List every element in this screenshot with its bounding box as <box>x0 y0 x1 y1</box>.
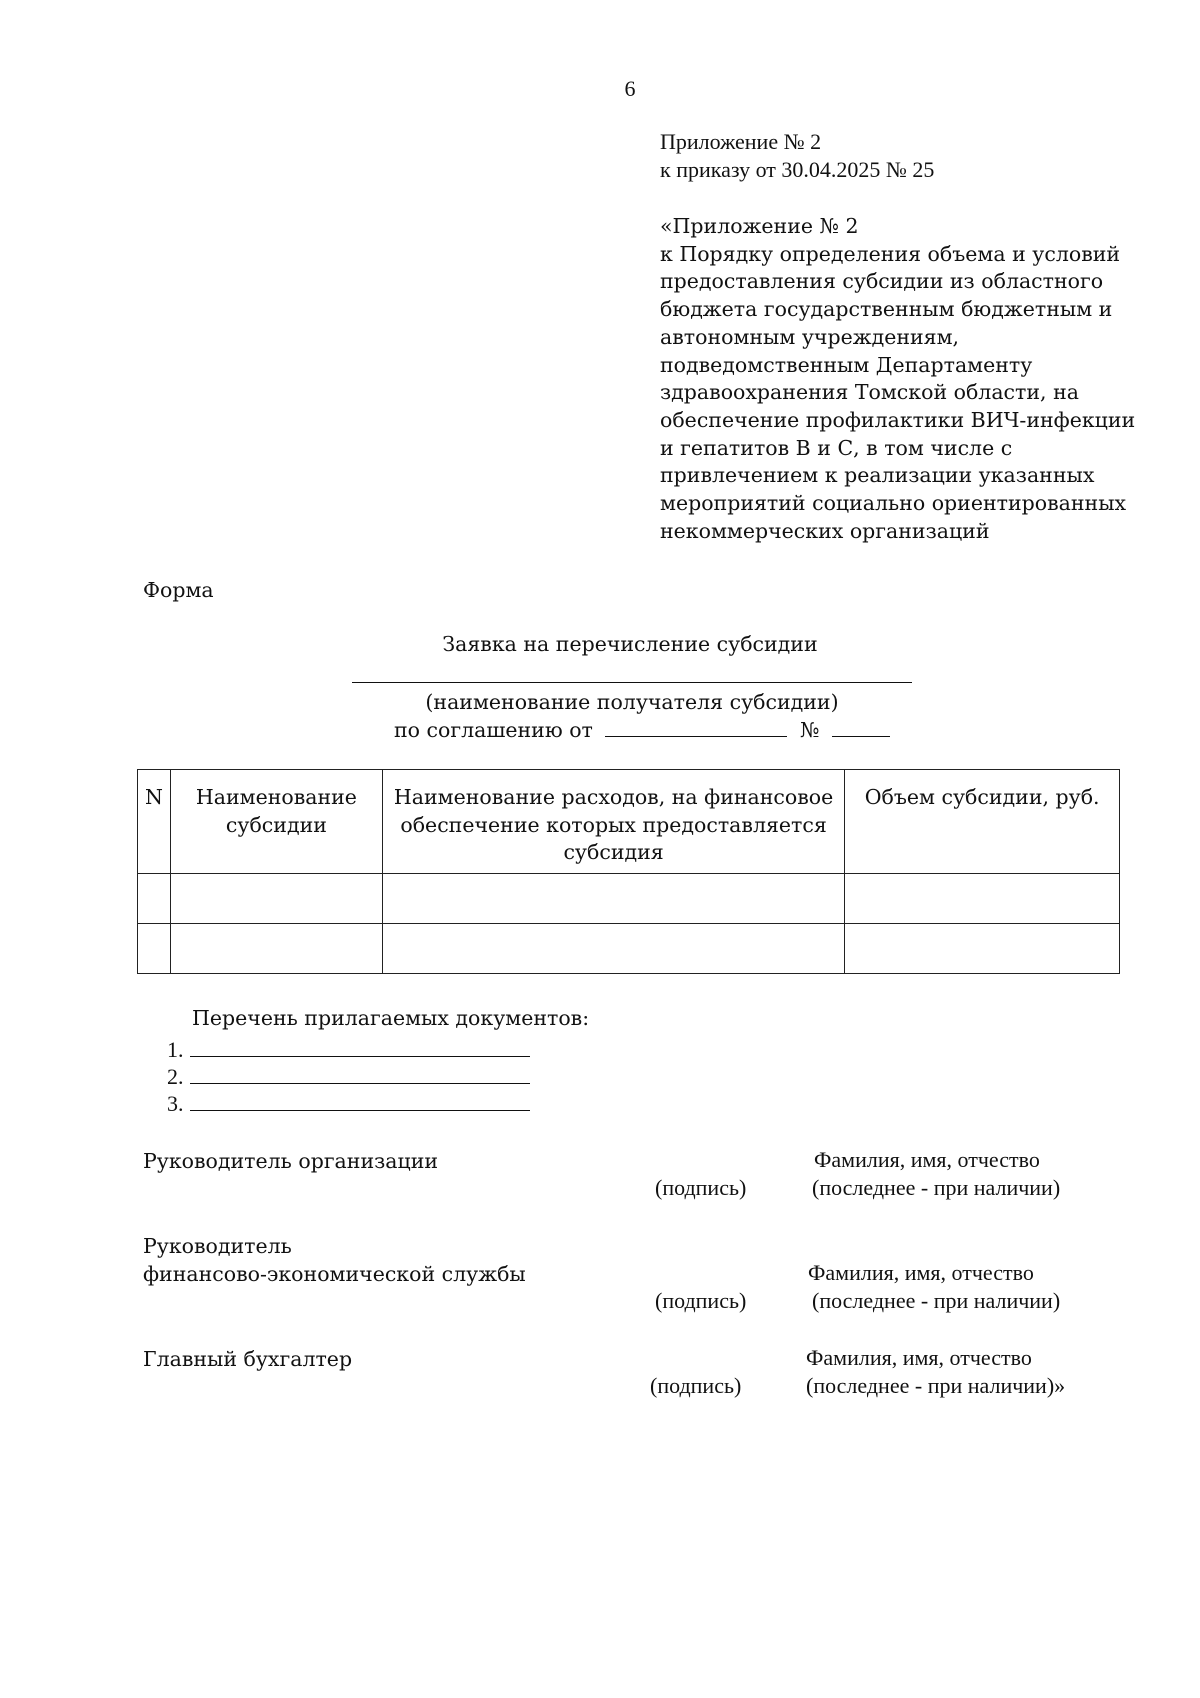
reference-line: мероприятий социально ориентированных <box>660 491 1127 516</box>
accountant-fio-label: Фамилия, имя, отчество <box>806 1345 1032 1370</box>
reference-line: автономным учреждениям, <box>660 324 960 349</box>
reference-line: подведомственным Департаменту <box>660 352 1033 377</box>
header-number: N <box>138 770 171 874</box>
attachment-order-ref: к приказу от 30.04.2025 № 25 <box>660 156 935 182</box>
agreement-row <box>394 718 890 742</box>
reference-block <box>660 213 1140 545</box>
finance-fio-note: (последнее - при наличии) <box>812 1288 1061 1313</box>
table-cell[interactable] <box>382 874 844 924</box>
subsidy-table <box>137 769 1120 974</box>
accountant-role: Главный бухгалтер <box>143 1347 353 1371</box>
reference-line: обеспечение профилактики ВИЧ-инфекции <box>660 407 1136 432</box>
head-role: Руководитель организации <box>143 1149 439 1173</box>
table-header-row <box>138 770 1120 874</box>
reference-line: здравоохранения Томской области, на <box>660 380 1079 405</box>
document-item-field[interactable] <box>190 1036 530 1057</box>
form-label: Форма <box>143 578 214 602</box>
table-cell[interactable] <box>138 874 171 924</box>
reference-line: к Порядку определения объема и условий <box>660 241 1121 266</box>
document-item <box>167 1036 530 1063</box>
document-item <box>167 1063 530 1090</box>
document-item-number: 1. <box>167 1037 184 1062</box>
table-row <box>138 924 1120 974</box>
table-cell[interactable] <box>382 924 844 974</box>
head-fio-note: (последнее - при наличии) <box>812 1175 1061 1200</box>
finance-role-line: Руководитель <box>143 1234 292 1258</box>
head-signature-caption: (подпись) <box>655 1175 747 1200</box>
reference-line: «Приложение № 2 <box>660 214 859 238</box>
document-item-number: 2. <box>167 1064 184 1089</box>
accountant-signature-caption: (подпись) <box>650 1373 742 1398</box>
reference-line: привлечением к реализации указанных <box>660 463 1095 488</box>
agreement-number-sign: № <box>799 718 820 742</box>
finance-signature-caption: (подпись) <box>655 1288 747 1313</box>
agreement-prefix: по соглашению от <box>394 718 593 742</box>
table-cell[interactable] <box>170 874 382 924</box>
reference-line: некоммерческих организаций <box>660 518 990 543</box>
table-cell[interactable] <box>138 924 171 974</box>
recipient-caption: (наименование получателя субсидии) <box>425 690 839 714</box>
document-item-number: 3. <box>167 1091 184 1116</box>
table-cell[interactable] <box>845 874 1120 924</box>
recipient-name-field[interactable] <box>352 682 912 683</box>
header-subsidy-name: Наименование субсидии <box>170 770 382 874</box>
finance-role <box>143 1233 526 1288</box>
reference-line: и гепатитов В и С, в том числе с <box>660 435 1013 460</box>
table-cell[interactable] <box>170 924 382 974</box>
table-row <box>138 874 1120 924</box>
application-title: Заявка на перечисление субсидии <box>442 632 818 656</box>
header-subsidy-volume: Объем субсидии, руб. <box>845 770 1120 874</box>
document-item-field[interactable] <box>190 1090 530 1111</box>
finance-role-line: финансово-экономической службы <box>143 1261 526 1286</box>
attachment-title: Приложение № 2 <box>660 129 822 154</box>
agreement-date-field[interactable] <box>605 718 787 737</box>
attachment-header <box>660 128 1130 183</box>
finance-fio-label: Фамилия, имя, отчество <box>808 1260 1034 1285</box>
documents-title: Перечень прилагаемых документов: <box>192 1006 590 1030</box>
agreement-number-field[interactable] <box>832 718 890 737</box>
head-fio-label: Фамилия, имя, отчество <box>814 1147 1040 1172</box>
document-item <box>167 1090 530 1117</box>
reference-line: предоставления субсидии из областного <box>660 269 1104 294</box>
header-expenses: Наименование расходов, на финансовое обеспечение которых предоставляется субсидия <box>382 770 844 874</box>
table-cell[interactable] <box>845 924 1120 974</box>
accountant-fio-note: (последнее - при наличии)» <box>806 1373 1066 1398</box>
reference-line: бюджета государственным бюджетным и <box>660 297 1113 322</box>
page-number: 6 <box>624 76 636 101</box>
document-item-field[interactable] <box>190 1063 530 1084</box>
